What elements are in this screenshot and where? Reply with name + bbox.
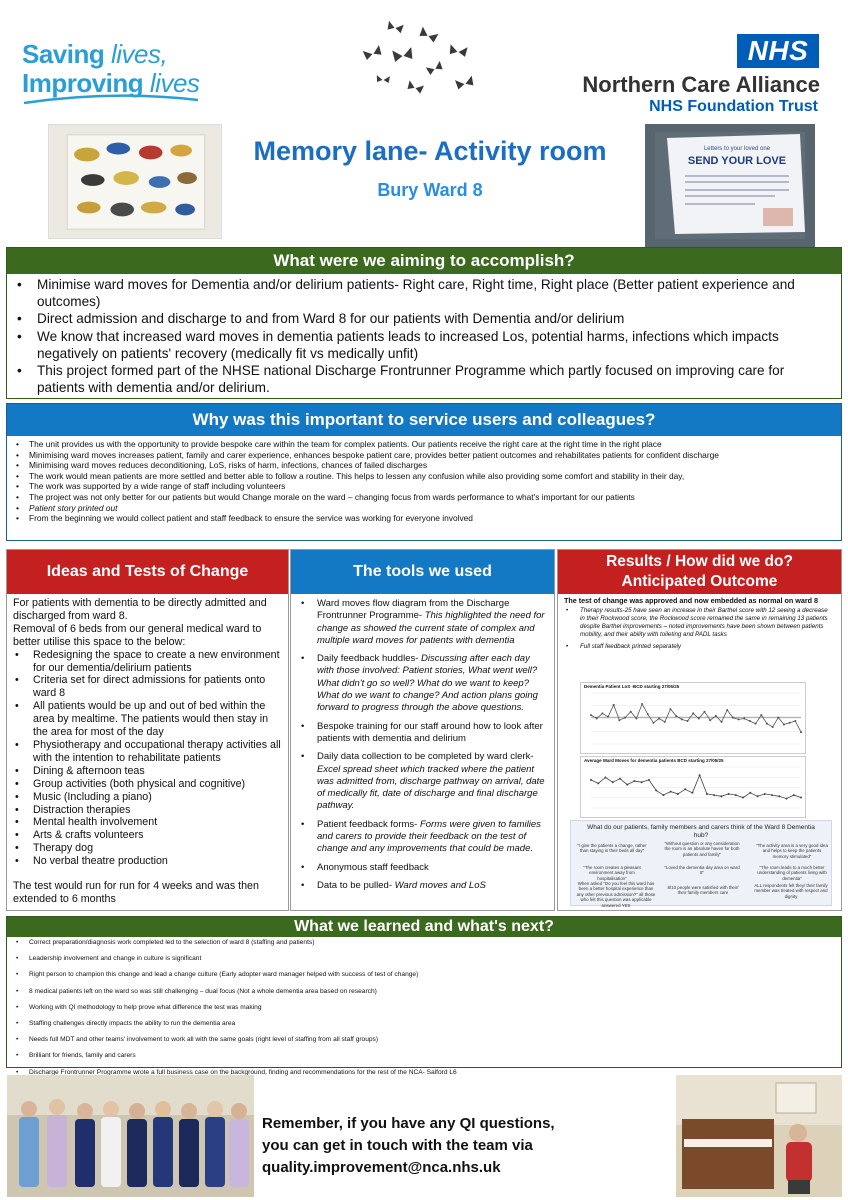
los-chart-title: Dementia Patient LoS -BCD starting 27/05/25 <box>584 684 680 689</box>
list-item: • Dining & afternoon teas <box>13 765 282 778</box>
list-item: • Criteria set for direct admissions for patients onto ward 8 <box>13 674 282 700</box>
data-point <box>691 792 693 794</box>
data-point <box>743 718 745 720</box>
tool-detail: This highlighted the need for change as showed the current state of complex and multiple ward moves for patients with dementia <box>317 610 545 646</box>
feedback-hub-panel <box>570 820 832 906</box>
list-item <box>299 880 546 892</box>
data-point <box>597 782 599 784</box>
list-item: • 8 medical patients left on the ward so was still challenging – dual focus (Not a whole dementia area based on research) <box>15 988 833 997</box>
why-section <box>6 403 842 541</box>
list-item: • Physiotherapy and occupational therapy activities all with the intention to rehabilitate patients <box>13 739 282 765</box>
data-point <box>764 793 766 795</box>
list-item: • From the beginning we would collect patient and staff feedback to ensure the service was working for everyone involved <box>15 513 833 524</box>
data-point <box>786 798 788 800</box>
results-headline: The test of change was approved and now embedded as normal on ward 8 <box>564 596 819 605</box>
data-point <box>793 794 795 796</box>
data-point <box>778 795 780 797</box>
why-heading: Why was this important to service users and colleagues? <box>7 404 841 436</box>
ideas-closing: The test would run for run for 4 weeks and was then extended to 6 months <box>13 880 259 905</box>
data-point <box>766 723 768 725</box>
ward-moves-chart <box>580 756 806 818</box>
data-point <box>794 720 796 722</box>
saving-lives-logo <box>22 40 202 98</box>
tool-detail: Discussing after each day with those involved: Patient stories, What went well? What didn't go so well? What do we want to keep? What do we want to change? And action plans going forward to progress through the above questions. <box>317 653 538 714</box>
piano-photo <box>676 1075 842 1197</box>
why-list <box>7 436 841 524</box>
tools-heading: The tools we used <box>291 550 554 594</box>
butterflies-image <box>353 14 483 102</box>
hub-quote: When asked "Do you feel this ward has been a better hospital experience than any other previous admission?" all those who felt this question was applicable answered YES <box>576 881 656 908</box>
tool-detail: Ward moves and LoS <box>394 879 486 891</box>
tools-section <box>290 549 555 911</box>
data-point <box>757 795 759 797</box>
list-item: • Right person to champion this change and lead a change culture (Early adopter ward manager helped with success of test of change) <box>15 971 833 980</box>
tool-lead: Anonymous staff feedback <box>317 861 429 873</box>
series-line <box>591 775 801 798</box>
aim-heading: What were we aiming to accomplish? <box>7 248 841 274</box>
list-item: • Correct preparation/diagnosis work completed led to the selection of ward 8 (staffing and patients) <box>15 939 833 948</box>
data-point <box>612 781 614 783</box>
aim-list <box>7 274 841 396</box>
list-item: • The unit provides us with the opportunity to provide bespoke care within the team for complex patients. Our patients receive the right care at the right time in the right place <box>15 439 833 450</box>
hub-quote: "The activity area is a very good idea and helps to keep the patients memory stimulated" <box>756 843 828 859</box>
list-item: • Needs full MDT and other teams' involvement to work all with the same goals (right level of staffing from all staff groups) <box>15 1036 833 1045</box>
list-item: • Working with QI methodology to help prove what difference the test was making <box>15 1004 833 1013</box>
list-item: • Brilliant for friends, family and carers <box>15 1052 833 1061</box>
hub-quote: 8/10 people were satisfied with their/ their family members care <box>667 885 739 896</box>
data-point <box>641 781 643 783</box>
learn-heading: What we learned and what's next? <box>7 917 841 937</box>
data-point <box>789 722 791 724</box>
hub-quote: "I give the patients a change, rather than staying in their beds all day" <box>577 843 647 854</box>
hub-quote: "Without question or any consideration the room is an absolute haven for both patients and family" <box>664 841 740 857</box>
hub-quote: "The room creates a pleasant environment away from hospitalisation" <box>583 865 641 881</box>
data-point <box>771 794 773 796</box>
list-item: • Distraction therapies <box>13 804 282 817</box>
tool-detail: Excel spread sheet which tracked where the patient was admitted from, discharge pathway on arrival, date of medically fit, date of discharge and final discharge pathway. <box>317 763 545 812</box>
data-point <box>709 719 711 721</box>
list-item: • Therapy dog <box>13 842 282 855</box>
tool-lead: Daily feedback huddles- <box>317 653 422 665</box>
tool-detail: Forms were given to families and carers to provide their feedback on the test of change and any improvements that could be made. <box>317 818 541 855</box>
results-heading <box>558 550 841 594</box>
swoosh-icon <box>22 92 202 106</box>
data-point <box>658 718 660 720</box>
data-point <box>726 709 728 711</box>
results-list <box>558 607 841 651</box>
list-item: • Staffing challenges directly impacts the ability to run the dementia area <box>15 1020 833 1029</box>
list-item <box>299 721 546 746</box>
list-item <box>299 819 546 856</box>
list-item: • Redesigning the space to create a new environment for our dementia/delirium patients <box>13 649 282 675</box>
slogan-bold-2: Improving <box>22 68 144 98</box>
data-point <box>749 792 751 794</box>
data-point <box>677 793 679 795</box>
send-your-love-card-photo <box>645 124 815 247</box>
hub-quote: "The room leads to a much better understanding of patients living with dementia" <box>757 865 827 881</box>
data-point <box>742 796 744 798</box>
data-point <box>772 726 774 728</box>
data-point <box>686 720 688 722</box>
data-point <box>720 795 722 797</box>
card-line-2: SEND YOUR LOVE <box>687 155 787 167</box>
data-point <box>698 718 700 720</box>
tool-lead: Daily data collection to be completed by ward clerk- <box>317 751 534 763</box>
list-item: • The work would mean patients are more settled and better able to follow a routine. This helps to lessen any confusion while also providing some comfort and stability in their day, <box>15 471 833 482</box>
data-point <box>735 794 737 796</box>
list-item: • Music (Including a piano) <box>13 791 282 804</box>
list-item: • Discharge Frontrunner Programme wrote a full business case on the background, finding and recommendations for the rest of the NCA- Salford L6 <box>15 1069 833 1078</box>
slogan-italic-1: lives, <box>110 39 168 69</box>
data-point <box>800 731 802 733</box>
ideas-heading: Ideas and Tests of Change <box>7 550 288 594</box>
list-item: • Minimise ward moves for Dementia and/or delirium patients- Right care, Right time, Right place (Better patient experience and outcomes) <box>15 276 833 310</box>
card-line-1: Letters to your loved one <box>703 146 771 152</box>
learn-section <box>6 916 842 1076</box>
list-item: • The work was supported by a wide range of staff including volunteers <box>15 481 833 492</box>
data-point <box>626 784 628 786</box>
page-title: Memory lane- Activity room <box>253 136 607 166</box>
results-heading-line-2: Anticipated Outcome <box>621 573 778 590</box>
data-point <box>760 714 762 716</box>
data-point <box>783 723 785 725</box>
data-point <box>604 777 606 779</box>
list-item: • We know that increased ward moves in dementia patients leads to increased Los, potential harms, infections which impacts negatively on patients' recovery (medically fit vs medically unfit) <box>15 328 833 362</box>
data-point <box>669 708 671 710</box>
list-item: • The project was not only better for our patients but would Change morale on the ward – changing focus from wards performance to what's important for our patients <box>15 492 833 503</box>
contact-email[interactable]: quality.improvement@nca.nhs.uk <box>262 1159 501 1176</box>
data-point <box>648 779 650 781</box>
data-point <box>728 793 730 795</box>
hub-title: What do our patients, family members and carers think of the Ward 8 Dementia hub? <box>587 824 815 839</box>
aim-section <box>6 247 842 399</box>
data-point <box>721 721 723 723</box>
los-chart <box>580 682 806 754</box>
data-point <box>596 718 598 720</box>
list-item: • Arts & crafts volunteers <box>13 829 282 842</box>
data-point <box>715 715 717 717</box>
contact-line-1: Remember, if you have any QI questions, <box>262 1115 555 1132</box>
list-item <box>299 598 546 647</box>
list-item <box>299 653 546 714</box>
data-point <box>607 716 609 718</box>
data-point <box>713 794 715 796</box>
learn-list <box>7 937 841 1077</box>
ideas-intro: For patients with dementia to be directly admitted and discharged from ward 8. <box>13 597 267 622</box>
org-trust: NHS Foundation Trust <box>649 98 818 115</box>
data-point <box>655 789 657 791</box>
data-point <box>684 788 686 790</box>
los-chart-svg <box>581 690 805 752</box>
data-point <box>800 796 802 798</box>
list-item: • Minimising ward moves increases patient, family and carer experience, enhances bespoke patient care, provides better patient outcomes and rehabilitates patients for confident discharge <box>15 450 833 461</box>
data-point <box>590 779 592 781</box>
data-point <box>641 703 643 705</box>
tool-lead: Data to be pulled- <box>317 879 395 891</box>
page-subtitle: Bury Ward 8 <box>377 180 483 200</box>
slogan-italic-2: lives <box>149 68 200 98</box>
list-item <box>299 862 546 874</box>
ideas-intro-2: Removal of 6 beds from our general medical ward to better utilise this space to the below: <box>13 622 262 648</box>
tool-lead: Patient feedback forms- <box>317 818 420 830</box>
results-heading-line-1: Results / How did we do? <box>606 553 793 570</box>
list-item: • All patients would be up and out of bed within the area by mealtime. The patients would then stay in the area for most of the day <box>13 700 282 739</box>
ward-moves-chart-svg <box>581 764 805 816</box>
series-line <box>591 704 801 732</box>
data-point <box>777 717 779 719</box>
contact-line-2: you can get in touch with the team via <box>262 1137 533 1154</box>
list-item: • This project formed part of the NHSE national Discharge Frontrunner Programme which partly focused on improving care for patients with dementia and/or delirium. <box>15 362 833 396</box>
list-item: • Full staff feedback printed separately <box>566 643 833 651</box>
ideas-list <box>13 649 282 868</box>
data-point <box>755 723 757 725</box>
data-point <box>664 721 666 723</box>
hub-quote: "Loved the dementia day area on ward 8" <box>664 865 740 876</box>
list-item: • Leadership involvement and change in culture is significant <box>15 955 833 964</box>
data-point <box>590 714 592 716</box>
data-point <box>624 717 626 719</box>
arts-crafts-photo <box>48 124 222 239</box>
list-item: • Mental health involvement <box>13 816 282 829</box>
list-item: • Minimising ward moves reduces deconditioning, LoS, risks of harm, infections, chances of failed discharges <box>15 460 833 471</box>
data-point <box>662 794 664 796</box>
hub-quote: ALL respondents felt they/ their family member was treated with respect and dignity <box>754 883 828 899</box>
data-point <box>619 778 621 780</box>
org-name: Northern Care Alliance <box>582 72 820 97</box>
data-point <box>749 720 751 722</box>
list-item: • Direct admission and discharge to and from Ward 8 for our patients with Dementia and/or delirium <box>15 310 833 327</box>
staff-group-photo <box>7 1075 254 1197</box>
list-item: • Group activities (both physical and cognitive) <box>13 778 282 791</box>
tool-lead: Bespoke training for our staff around how to look after patients with dementia and delirium <box>317 720 543 744</box>
data-point <box>647 713 649 715</box>
data-point <box>732 717 734 719</box>
data-point <box>618 719 620 721</box>
tool-lead: Ward moves flow diagram from the Discharge Frontrunner Programme- <box>317 598 510 622</box>
data-point <box>699 774 701 776</box>
data-point <box>670 791 672 793</box>
data-point <box>675 715 677 717</box>
list-item: • Patient story printed out <box>15 503 833 514</box>
data-point <box>630 711 632 713</box>
data-point <box>706 793 708 795</box>
contact-block <box>262 1113 672 1179</box>
nhs-logo: NHS <box>737 34 819 68</box>
data-point <box>681 718 683 720</box>
list-item: • No verbal theatre production <box>13 855 282 868</box>
data-point <box>635 718 637 720</box>
list-item <box>299 751 546 812</box>
data-point <box>652 722 654 724</box>
data-point <box>613 704 615 706</box>
data-point <box>601 712 603 714</box>
ideas-section <box>6 549 289 911</box>
slogan-bold-1: Saving <box>22 39 105 69</box>
data-point <box>738 718 740 720</box>
data-point <box>633 780 635 782</box>
list-item: • Therapy results-25 have seen an increase in their Barthel score with 12 seeing a decrease in their Rockwood score, the Rockwood score remained the same in remaining 13 patients despite Barthel improvements – noted improvements have been shown between patients mobility, and their ability with toileting and PADL tasks <box>566 607 833 639</box>
tools-list <box>291 594 554 892</box>
results-section <box>557 549 842 911</box>
data-point <box>704 711 706 713</box>
ward-moves-chart-title: Average Ward Moves for dementia patients BCD starting 27/05/25 <box>584 758 724 763</box>
data-point <box>692 712 694 714</box>
